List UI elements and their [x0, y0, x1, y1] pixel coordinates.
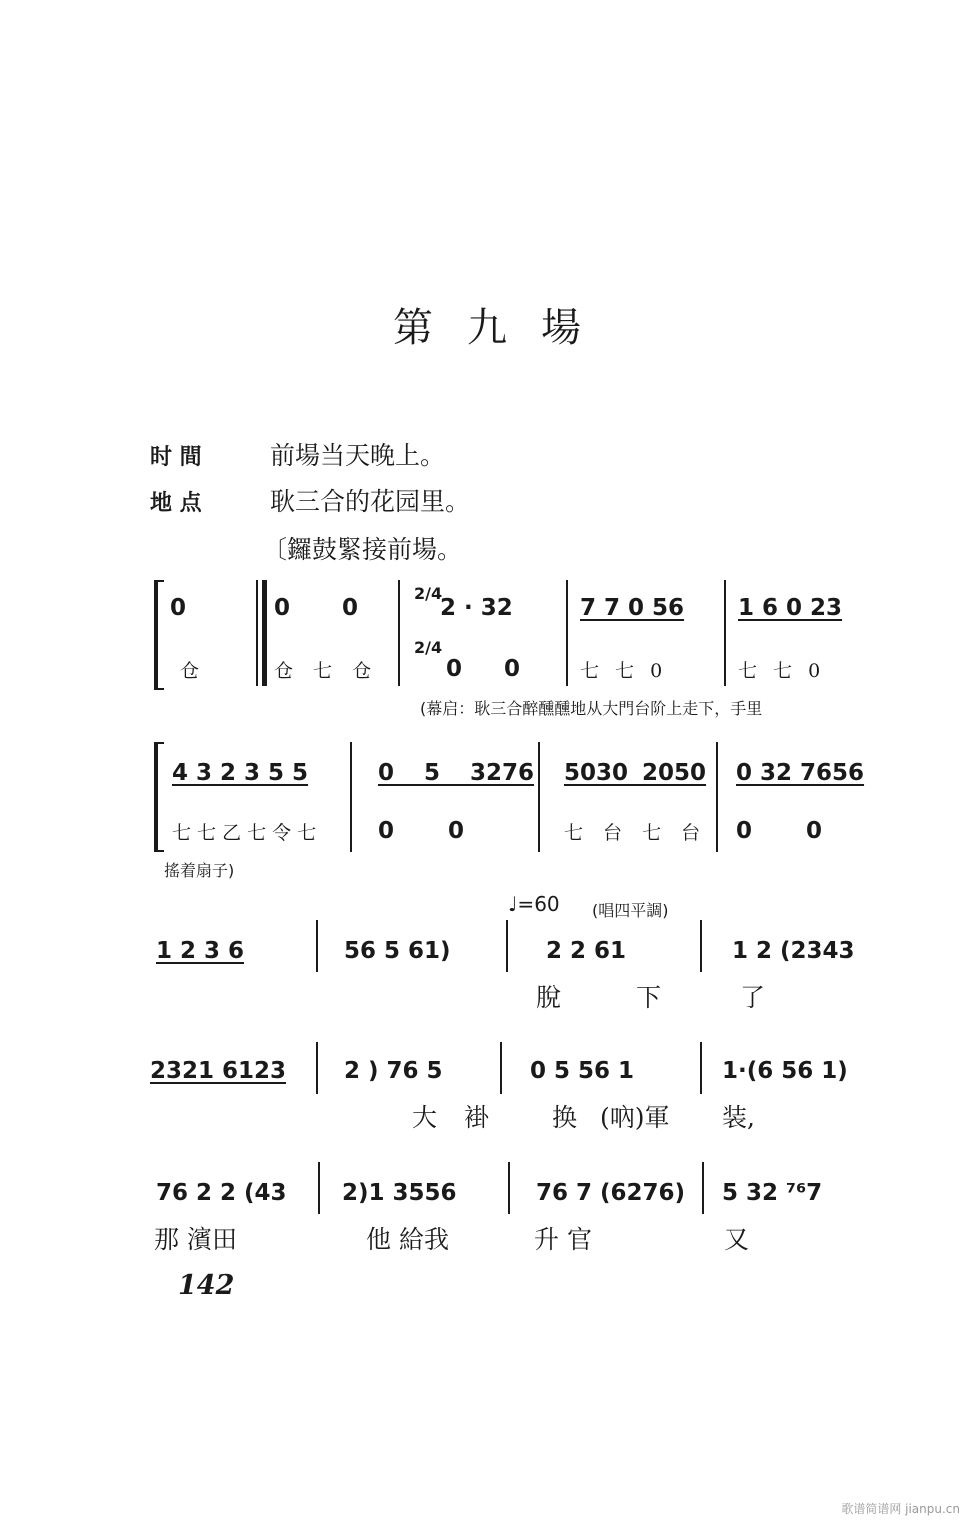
s1-barline-1b [262, 580, 267, 686]
s1-perc-3: 0 0 [446, 656, 521, 682]
s1-melody-4: 2 · 32 [440, 595, 513, 621]
s4-lyric-3: 换 [552, 1103, 578, 1132]
tempo-marking: ♩=60 [508, 892, 560, 916]
s4-melody-3: 0 5 56 1 [530, 1058, 635, 1084]
s1-melody-5: 7 7 0 56 [580, 595, 685, 621]
s1-barline-4 [724, 580, 726, 686]
s1-barline-1 [256, 580, 258, 686]
scene-title: 第九場 [393, 305, 615, 351]
s5-melody-2: 2)1 3556 [342, 1180, 457, 1206]
s1-barline-2 [398, 580, 400, 686]
s2-barline-3 [716, 742, 718, 852]
s2-barline-1 [350, 742, 352, 852]
s4-melody-4: 1·(6 56 1) [722, 1058, 848, 1084]
s5-barline-1 [318, 1162, 320, 1214]
s1-timesig-top: 2/4 [414, 584, 443, 603]
s4-barline-2 [500, 1042, 502, 1094]
s2-barline-2 [538, 742, 540, 852]
s5-melody-4: 5 32 ⁷⁶7 [722, 1180, 823, 1206]
system2-bracket [154, 742, 164, 852]
s3-barline-3 [700, 920, 702, 972]
s2-melody-2: 0 5 3276 [378, 760, 535, 786]
s5-lyric-1: 那 濱田 [154, 1225, 237, 1254]
s5-barline-3 [702, 1162, 704, 1214]
s2-melody-3: 5030 2050 [564, 760, 707, 786]
s2-melody-4: 0 32 7656 [736, 760, 865, 786]
s3-barline-1 [316, 920, 318, 972]
s1-melody-6: 1 6 0 23 [738, 595, 843, 621]
place-text: 耿三合的花园里。 [270, 487, 471, 516]
s1-melody-2: 0 [274, 595, 291, 621]
watermark: 歌谱简谱网 jianpu.cn [841, 1502, 960, 1516]
s4-lyric-2: 褂 [464, 1103, 490, 1132]
s3-melody-2: 56 5 61) [344, 938, 451, 964]
s2-perc-1: 七 七 乙 七 令 七 [172, 822, 317, 844]
system1-bracket [154, 580, 164, 690]
s1-perc-4: 七 七 0 [580, 660, 663, 682]
s1-barline-3 [566, 580, 568, 686]
s1-perc-1: 仓 [180, 660, 200, 682]
s4-barline-3 [700, 1042, 702, 1094]
s1-melody-1: 0 [170, 595, 187, 621]
s4-barline-1 [316, 1042, 318, 1094]
page-number: 142 [178, 1270, 235, 1301]
s1-perc-2: 仓 七 仓 [274, 660, 372, 682]
s1-stage-direction: (幕启：耿三合醉醺醺地从大門台阶上走下，手里 [420, 699, 763, 718]
s4-melody-1: 2321 6123 [150, 1058, 287, 1084]
s2-direction-end: 搖着扇子) [164, 861, 235, 880]
s4-melody-2: 2 ) 76 5 [344, 1058, 443, 1084]
s1-perc-5: 七 七 0 [738, 660, 821, 682]
s2-perc-3: 七 台 七 台 [564, 822, 701, 844]
s5-melody-1: 76 2 2 (43 [156, 1180, 287, 1206]
s3-melody-1: 1 2 3 6 [156, 938, 245, 964]
s4-lyric-4: (吶)軍 [600, 1103, 670, 1132]
s1-timesig-bottom: 2/4 [414, 638, 443, 657]
s3-lyric-1: 脫 [536, 983, 562, 1012]
s1-melody-3: 0 [342, 595, 359, 621]
s3-melody-3: 2 2 61 [546, 938, 627, 964]
s5-lyric-4: 又 [724, 1225, 750, 1254]
s5-lyric-2: 他 給我 [366, 1225, 449, 1254]
s4-lyric-1: 大 [412, 1103, 438, 1132]
place-label: 地 点 [150, 491, 202, 516]
s5-barline-2 [508, 1162, 510, 1214]
s3-barline-2 [506, 920, 508, 972]
gong-cue: 〔鑼鼓緊接前場。 [262, 535, 463, 564]
time-label: 时 間 [150, 445, 202, 470]
time-text: 前場当天晚上。 [270, 441, 446, 470]
s3-lyric-2: 下 [636, 983, 662, 1012]
s3-lyric-3: 了 [740, 983, 766, 1012]
s2-perc-4: 0 0 [736, 818, 823, 844]
tune-name: (唱四平調) [592, 901, 669, 920]
s5-lyric-3: 升 官 [534, 1225, 592, 1254]
s2-melody-1: 4 3 2 3 5 5 [172, 760, 309, 786]
s4-lyric-5: 装, [722, 1103, 755, 1132]
s2-perc-2: 0 0 [378, 818, 465, 844]
s5-melody-3: 76 7 (6276) [536, 1180, 686, 1206]
s3-melody-4: 1 2 (2343 [732, 938, 855, 964]
